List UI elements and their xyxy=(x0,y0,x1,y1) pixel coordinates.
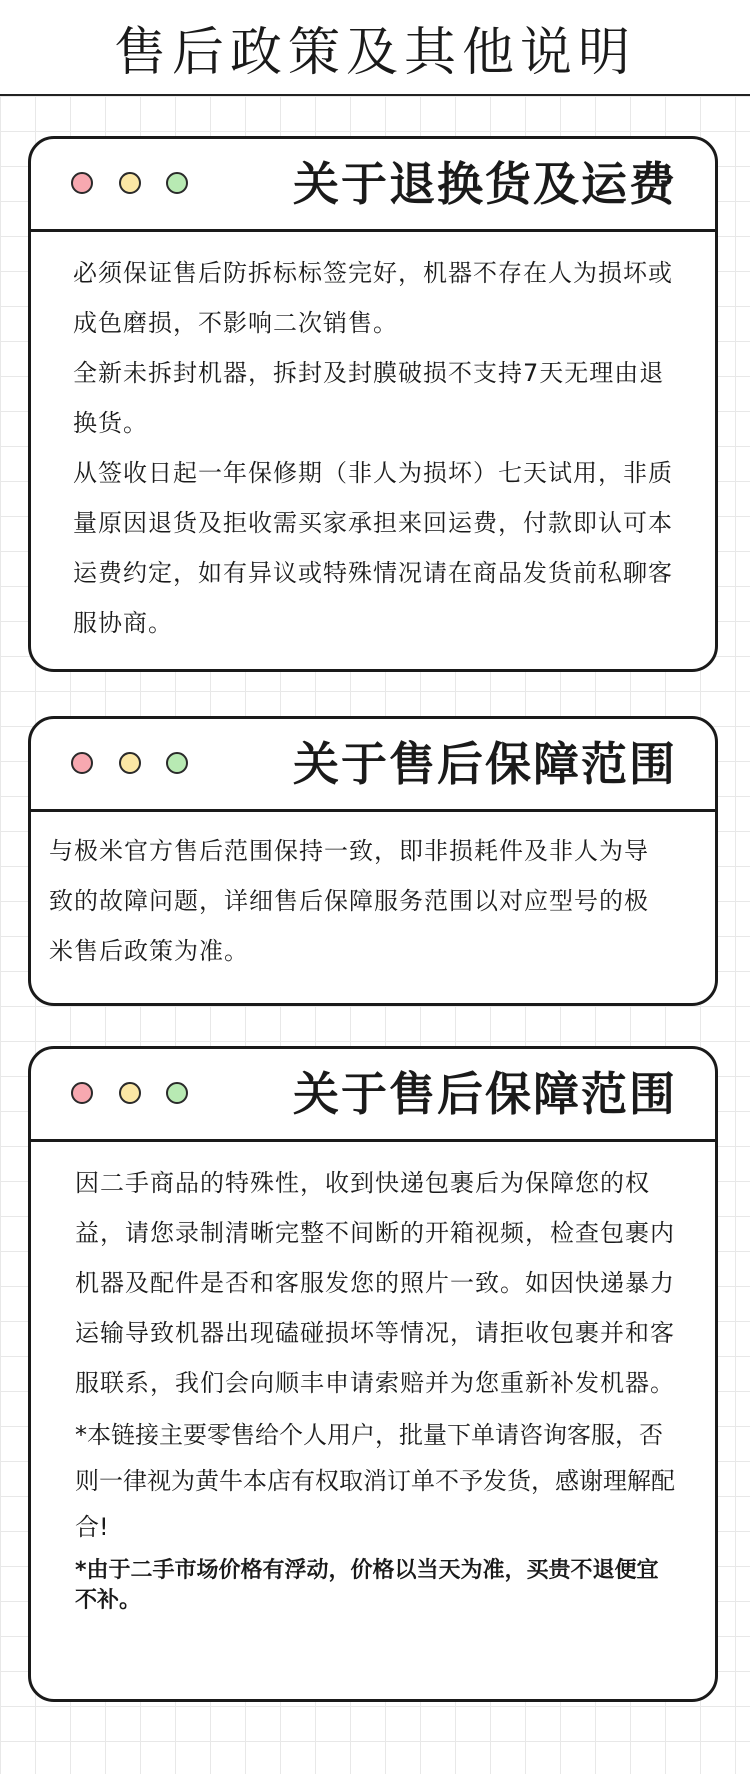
page-title: 售后政策及其他说明 xyxy=(113,22,636,83)
green-dot-icon xyxy=(166,172,188,194)
yellow-dot-icon xyxy=(119,1082,141,1104)
green-dot-icon xyxy=(166,1082,188,1104)
card-body xyxy=(31,232,715,648)
page-header xyxy=(0,0,750,96)
card-header xyxy=(31,719,715,812)
card-title: 关于售后保障范围 xyxy=(293,737,677,791)
bulk-order-note: *本链接主要零售给个人用户，批量下单请咨询客服，否则一律视为黄牛本店有权取消订单不予发货，感谢理解配合! xyxy=(75,1421,675,1541)
policy-paragraph: 全新未拆封机器，拆封及封膜破损不支持7天无理由退换货。 xyxy=(73,359,665,437)
red-dot-icon xyxy=(71,1082,93,1104)
card-header xyxy=(31,1049,715,1142)
card-body xyxy=(31,812,715,976)
card-title: 关于退换货及运费 xyxy=(293,157,677,211)
policy-paragraph: 与极米官方售后范围保持一致，即非损耗件及非人为导致的故障问题，详细售后保障服务范围以对应型号的极米售后政策为准。 xyxy=(49,837,649,965)
green-dot-icon xyxy=(166,752,188,774)
yellow-dot-icon xyxy=(119,752,141,774)
card-body xyxy=(31,1142,715,1616)
policy-paragraph: 因二手商品的特殊性，收到快递包裹后为保障您的权益，请您录制清晰完整不间断的开箱视频，检查包裹内机器及配件是否和客服发您的照片一致。如因快递暴力运输导致机器出现磕碰损坏等情况，请拒收包裹并和客服联系，我们会向顺丰申请索赔并为您重新补发机器。 xyxy=(75,1169,675,1397)
red-dot-icon xyxy=(71,172,93,194)
unboxing-policy-card xyxy=(28,1046,718,1702)
warranty-scope-card xyxy=(28,716,718,1006)
card-title: 关于售后保障范围 xyxy=(293,1067,677,1121)
policy-paragraph: 从签收日起一年保修期（非人为损坏）七天试用，非质量原因退货及拒收需买家承担来回运费，付款即认可本运费约定，如有异议或特殊情况请在商品发货前私聊客服协商。 xyxy=(73,459,673,637)
red-dot-icon xyxy=(71,752,93,774)
card-header xyxy=(31,139,715,232)
price-note: *由于二手市场价格有浮动，价格以当天为准，买贵不退便宜不补。 xyxy=(75,1558,659,1613)
returns-shipping-card xyxy=(28,136,718,672)
policy-paragraph: 必须保证售后防拆标标签完好，机器不存在人为损坏或成色磨损，不影响二次销售。 xyxy=(73,259,673,337)
yellow-dot-icon xyxy=(119,172,141,194)
